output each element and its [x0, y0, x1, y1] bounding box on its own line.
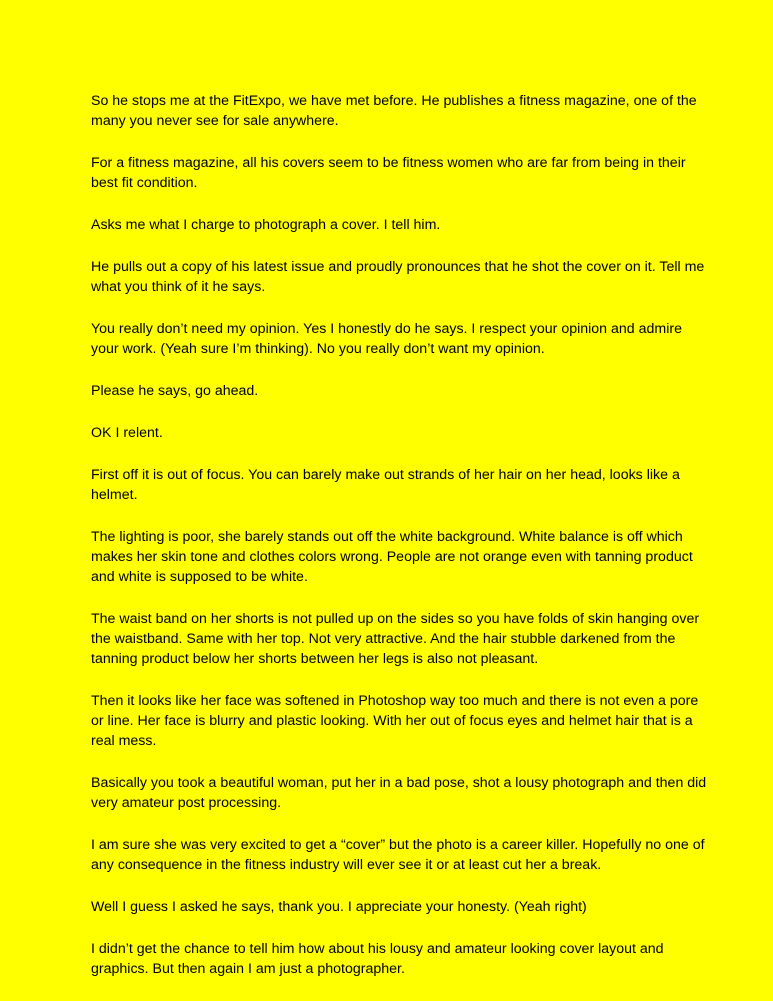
paragraph-14: Well I guess I asked he says, thank you. I appreciate your honesty. (Yeah right): [91, 899, 587, 915]
paragraph-12: Basically you took a beautiful woman, put her in a bad pose, shot a lousy photograph and then did very amateur post processing.: [91, 775, 707, 811]
paragraph-10: The waist band on her shorts is not pulled up on the sides so you have folds of skin hanging over the waistband. Same with her top. Not very attractive. And the hair stubble darkened from the tanning product below her shorts between her legs is also not pleasant.: [91, 611, 700, 667]
paragraph-9: The lighting is poor, she barely stands out off the white background. White balance is off which makes her skin tone and clothes colors wrong. People are not orange even with tanning product and white is supposed to be white.: [91, 529, 693, 585]
paragraph-13: I am sure she was very excited to get a “cover” but the photo is a career killer. Hopefully no one of any consequence in the fitness industry will ever see it or at least cut her a break.: [91, 837, 705, 873]
document-body: [91, 91, 711, 1001]
paragraph-15: I didn’t get the chance to tell him how about his lousy and amateur looking cover layout and graphics. But then again I am just a photographer.: [91, 941, 664, 977]
paragraph-7: OK I relent.: [91, 425, 163, 441]
paragraph-3: Asks me what I charge to photograph a cover. I tell him.: [91, 217, 441, 233]
paragraph-8: First off it is out of focus. You can barely make out strands of her hair on her head, looks like a helmet.: [91, 467, 680, 503]
paragraph-11: Then it looks like her face was softened in Photoshop way too much and there is not even a pore or line. Her face is blurry and plastic looking. With her out of focus eyes and helmet hair that is a real mess.: [91, 693, 699, 749]
paragraph-6: Please he says, go ahead.: [91, 383, 259, 399]
paragraph-1: So he stops me at the FitExpo, we have met before. He publishes a fitness magazine, one of the many you never see for sale anywhere.: [91, 93, 697, 129]
paragraph-5: You really don’t need my opinion. Yes I honestly do he says. I respect your opinion and admire your work. (Yeah sure I’m thinking). No you really don’t want my opinion.: [91, 321, 682, 357]
paragraph-2: For a fitness magazine, all his covers seem to be fitness women who are far from being in their best fit condition.: [91, 155, 686, 191]
paragraph-4: He pulls out a copy of his latest issue and proudly pronounces that he shot the cover on it. Tell me what you think of it he says.: [91, 259, 705, 295]
